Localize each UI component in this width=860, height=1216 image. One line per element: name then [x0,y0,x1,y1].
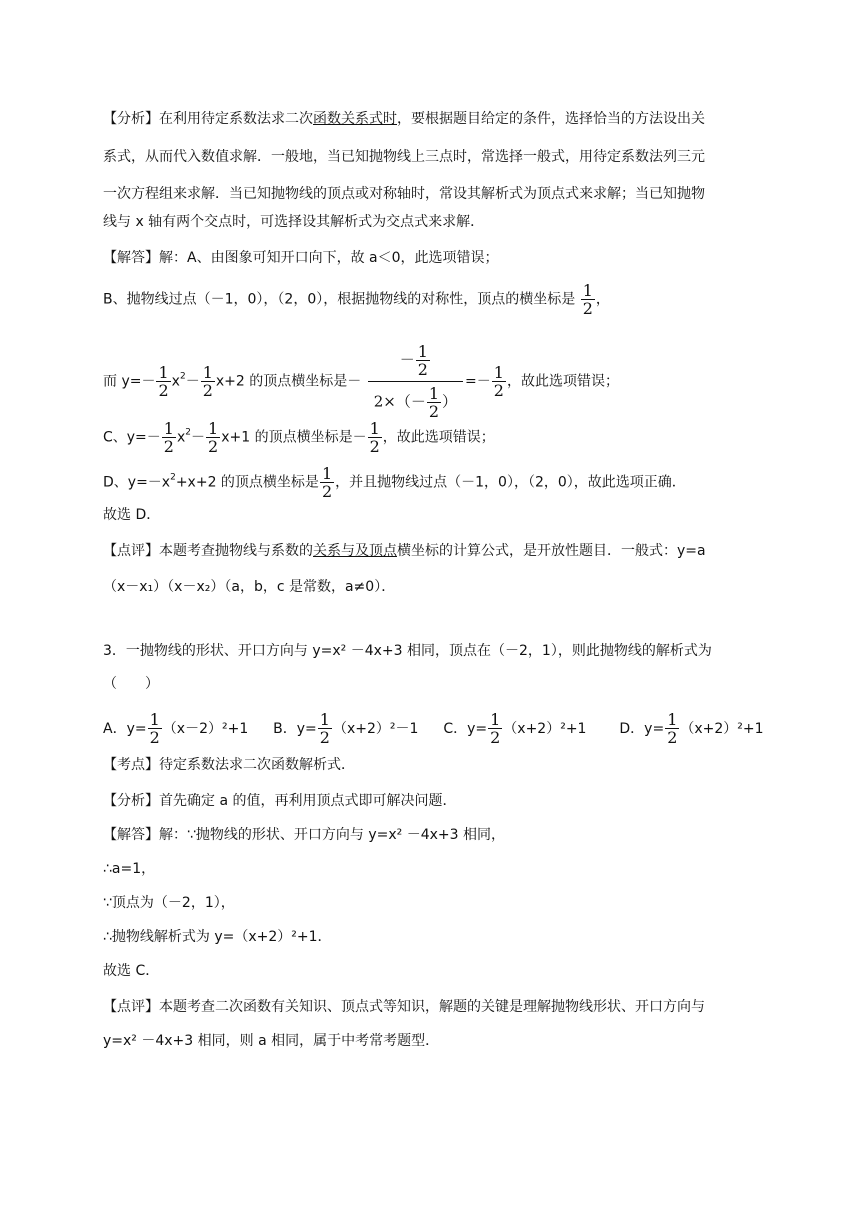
text: +x+2 的顶点横坐标是 [175,474,319,491]
text: ） [442,392,458,411]
fraction-half [148,711,162,746]
text: D．y= [619,720,665,737]
numerator: 1 [582,281,593,300]
choose-d: 故选 D． [103,507,161,523]
compound-denominator [368,382,463,420]
text: （x+2）²－1 [332,720,419,737]
text: （x－2）²+1 [162,720,249,737]
denominator: 2 [319,728,330,747]
text: ， [595,291,610,308]
text: 【分析】在利用待定系数法求二次 [103,111,313,127]
denominator: 2 [202,381,213,400]
text: 2×（－ [373,392,426,411]
fraction-half [368,420,382,455]
q3-comment-2: y=x² －4x+3 相同，则 a 相同，属于中考常考题型． [103,1033,440,1049]
fraction-half [201,364,215,399]
text: （x+2）²+1 [503,720,587,737]
numerator: 1 [319,710,330,729]
answer-c-line [103,420,495,455]
comment-line-2: （x－x₁）（x－x₂）（a，b，c 是常数，a≠0）． [103,579,396,595]
text: 横坐标的计算公式，是开放性题目．一般式：y=a [397,543,706,559]
text: ，并且抛物线过点（－1，0），（2，0），故此选项正确． [335,474,686,491]
numerator: 1 [417,342,428,361]
fraction-half [416,343,430,378]
q3-stem-1: 3．一抛物线的形状、开口方向与 y=x² －4x+3 相同，顶点在（－2，1），则此抛物线的解析式为 [103,643,712,659]
numerator: 1 [158,363,169,382]
text: ，故此选项错误； [382,429,495,446]
q3-answer-4: ∴抛物线解析式为 y=（x+2）²+1． [103,929,332,945]
denominator: 2 [582,299,593,318]
numerator: 1 [321,464,333,483]
text: ，要根据题目给定的条件，选择恰当的方法设出关 [397,111,705,127]
denominator: 2 [369,437,380,456]
numerator: 1 [428,384,440,403]
exponent: 2 [179,371,186,382]
fraction-half [488,711,502,746]
fraction-half [318,711,332,746]
text: ，故此选项错误； [506,373,619,390]
q3-answer-2: ∴a=1， [103,861,156,877]
comment-line-1 [103,541,706,561]
numerator: 1 [493,363,504,382]
text: x [176,429,186,446]
q3-choose: 故选 C． [103,963,160,979]
numerator: 1 [667,710,678,729]
denominator: 2 [208,437,219,456]
fraction-half [581,282,595,317]
text: D、y=－x [103,474,171,491]
compound-numerator [368,343,463,382]
q3-options [103,711,764,746]
text: 而 y=－ [103,373,156,390]
q3-analysis: 【分析】首先确定 a 的值，再利用顶点式即可解决问题． [103,793,457,809]
text: C、y=－ [103,429,161,446]
text: =－ [465,373,491,390]
numerator: 1 [163,419,174,438]
text: － [185,373,200,390]
denominator: 2 [417,360,428,379]
denominator: 2 [667,728,678,747]
option-d [619,710,764,747]
fraction-half [492,364,506,399]
numerator: 1 [208,419,219,438]
text: － [191,429,206,446]
answer-b-line-2 [103,343,619,420]
underlined-term: 函数关系式时 [313,111,397,127]
text: A．y= [103,720,147,737]
text: － [399,350,415,369]
denominator: 2 [490,728,501,747]
compound-fraction [368,343,463,420]
denominator: 2 [149,728,160,747]
exponent: 2 [185,427,192,438]
numerator: 1 [490,710,501,729]
underlined-term: 关系与及顶点 [313,543,397,559]
option-b [273,710,419,747]
text: B、抛物线过点（－1，0），（2，0），根据抛物线的对称性，顶点的横坐标是 [103,291,576,308]
denominator: 2 [428,402,440,421]
answer-b-line [103,282,610,317]
text: x+1 的顶点横坐标是－ [221,429,367,446]
numerator: 1 [369,419,380,438]
fraction-half [320,465,334,500]
numerator: 1 [149,710,160,729]
analysis-line-4: 线与 x 轴有两个交点时，可选择设其解析式为交点式来求解． [103,214,485,230]
q3-point: 【考点】待定系数法求二次函数解析式． [103,757,355,773]
answer-d-line [103,465,686,500]
answer-a: 【解答】解：A、由图象可知开口向下，故 a＜0，此选项错误； [103,250,499,266]
text: C．y= [443,720,488,737]
q3-stem-2: （ ） [103,676,159,692]
numerator: 1 [202,363,213,382]
exponent: 2 [170,472,176,483]
text: B．y= [273,720,317,737]
text: （x+2）²+1 [680,720,764,737]
denominator: 2 [158,381,169,400]
fraction-half [156,364,170,399]
denominator: 2 [163,437,174,456]
fraction-half [206,420,220,455]
analysis-line-1 [103,109,705,129]
q3-answer-3: ∵顶点为（－2，1）， [103,895,235,911]
analysis-line-2: 系式，从而代入数值求解．一般地，当已知抛物线上三点时，常选择一般式，用待定系数法列三元 [103,149,705,165]
text: x [171,373,180,390]
fraction-half [665,711,679,746]
option-a [103,710,249,747]
q3-answer-1: 【解答】解：∵抛物线的形状、开口方向与 y=x² －4x+3 相同， [103,827,505,843]
option-c [443,710,587,747]
denominator: 2 [321,482,333,501]
fraction-half [427,385,441,420]
text: 【点评】本题考查抛物线与系数的 [103,543,313,559]
denominator: 2 [493,381,504,400]
text: x+2 的顶点横坐标是－ [215,373,362,390]
fraction-half [162,420,176,455]
analysis-line-3: 一次方程组来求解．当已知抛物线的顶点或对称轴时，常设其解析式为顶点式来求解；当已知抛物 [103,186,705,202]
q3-comment-1: 【点评】本题考查二次函数有关知识、顶点式等知识，解题的关键是理解抛物线形状、开口方向与 [103,999,705,1015]
